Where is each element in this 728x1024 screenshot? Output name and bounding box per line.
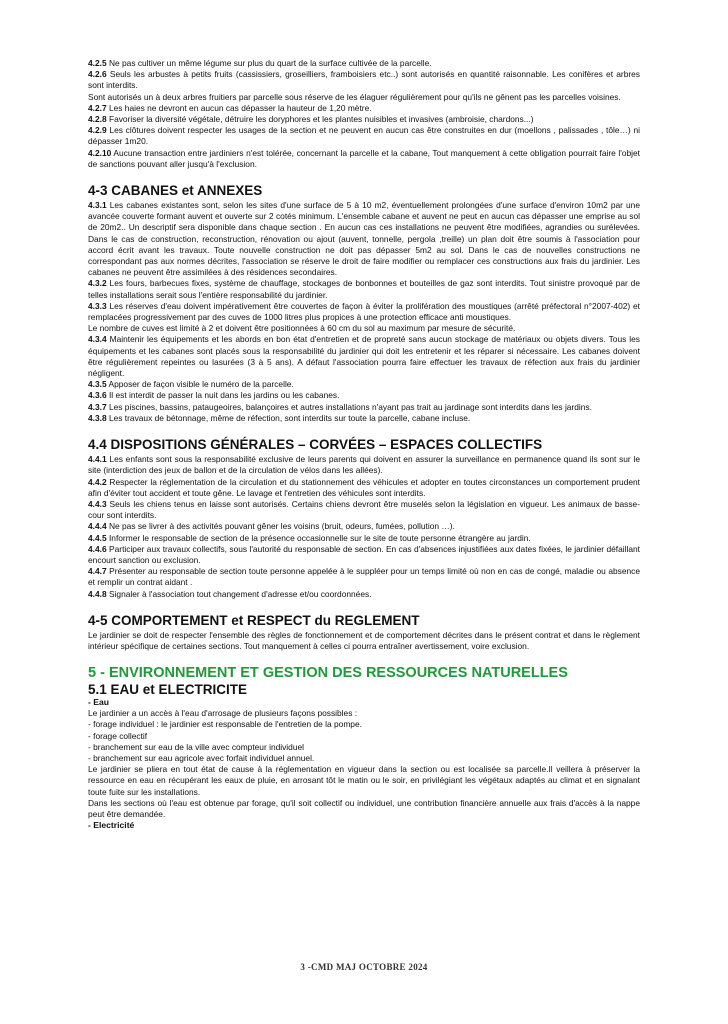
heading-4-3: 4-3 CABANES et ANNEXES: [88, 183, 263, 199]
paragraph: [88, 566, 640, 588]
paragraph: [88, 413, 640, 424]
heading-4-5: 4-5 COMPORTEMENT et RESPECT du REGLEMENT: [88, 612, 420, 628]
article-number: 4.2.5: [88, 58, 107, 68]
paragraph: [88, 731, 640, 742]
section-5-1-eau-text: [88, 708, 640, 820]
paragraph: [88, 521, 640, 532]
paragraph: [88, 125, 640, 147]
paragraph: [88, 753, 640, 764]
paragraph: [88, 379, 640, 390]
article-text: Les réserves d'eau doivent impérativement être couvertes de façon à éviter la prolifération des moustiques (arrêté préfectoral n°2007-402) et remplacées progressivement par des cuves de 1000 litres plus propices à une protection efficace anti moustiques.: [88, 300, 640, 323]
article-text: Seuls les arbustes à petits fruits (cassissiers, groseilliers, framboisiers etc..) sont autorisés en quantité raisonnable. Les conifères et arbres sont interdits.: [88, 69, 640, 91]
article-number: 4.2.7: [88, 102, 107, 113]
article-text: Participer aux travaux collectifs, sous l'autorité du responsable de section. En cas d'absences injustifiées aux dates fixées, le jardinier défaillant encourt sanction ou exclusion.: [88, 543, 640, 565]
article-text: Ne pas cultiver un même légume sur plus du quart de la surface cultivée de la parcelle.: [106, 58, 432, 68]
article-number: 4.4.4: [88, 521, 107, 532]
heading-5-1: 5.1 EAU et ELECTRICITE: [88, 682, 248, 698]
paragraph: [88, 301, 640, 323]
subheading-electricite: - Electricité: [88, 820, 135, 831]
paragraph: [88, 708, 640, 719]
article-text: Maintenir les équipements et les abords en bon état d'entretien et de propreté sans aucun stockage de matériaux ou objets divers. Tous les équipements et les cabanes sont placés sous la responsabilité du jardinier qui doit les entretenir et les réparer si nécessaire. Les cabanes doivent être régulièrement repeintes ou lasurées (3 à 5 ans). A défaut l'association pourra faire effectuer les travaux de réfection aux frais du jardinier négligent.: [88, 334, 640, 379]
article-text: Les travaux de bétonnage, même de réfection, sont interdits sur toute la parcelle, cabane incluse.: [106, 412, 471, 423]
article-number: 4.3.6: [88, 390, 107, 401]
paragraph: [88, 103, 640, 114]
article-number: 4.3.4: [88, 334, 107, 345]
article-text: Aucune transaction entre jardiniers n'est tolérée, concernant la parcelle et la cabane, Tout manquement à cette obligation pourrait faire l'objet de sanctions pouvant aller jusqu'à l'exclusion.: [88, 147, 640, 169]
paragraph: [88, 334, 640, 379]
paragraph: [88, 114, 640, 125]
article-text: Ne pas se livrer à des activités pouvant gêner les voisins (bruit, odeurs, fumées, pollution …).: [106, 521, 455, 532]
paragraph: [88, 148, 640, 170]
article-number: 4.4.1: [88, 454, 107, 465]
subheading-eau: - Eau: [88, 697, 110, 708]
paragraph: [88, 200, 640, 278]
article-number: 4.2.10: [88, 147, 112, 158]
article-text: Le jardinier se pliera en tout état de cause à la réglementation en vigueur dans la section ou est localisée sa parcelle.Il veillera à préserver la ressource en eau en récupérant les eaux de pluie, en arrosant tôt le matin ou le soir, en privilégiant les végétaux adaptés au climat et en signalant toute fuite sur les installations.: [88, 764, 640, 797]
paragraph: [88, 764, 640, 798]
article-text: Les fours, barbecues fixes, système de chauffage, stockages de bonbonnes et bouteilles de gaz sont interdits. Tout sinistre provoqué par de telles installations serait sous l'entière responsabilité du jardinier.: [88, 278, 640, 300]
article-text: Les clôtures doivent respecter les usages de la section et ne peuvent en aucun cas être construites en dur (moellons , palissades , tôle…) ni dépasser 1m20.: [88, 125, 640, 147]
article-text: Apposer de façon visible le numéro de la parcelle.: [106, 379, 294, 390]
section-4-3-rules: [88, 200, 640, 424]
paragraph: [88, 719, 640, 730]
paragraph: [88, 58, 640, 69]
article-number: 4.2.8: [88, 114, 107, 125]
paragraph: [88, 533, 640, 544]
article-number: 4.3.1: [88, 200, 107, 211]
article-number: 4.4.8: [88, 588, 107, 599]
article-text: Sont autorisés un à deux arbres fruitiers par parcelle sous réserve de les élaguer régulièrement pour qu'ils ne gênent pas les parcelles voisines.: [88, 91, 621, 102]
article-number: 4.3.2: [88, 278, 107, 289]
heading-5: 5 - ENVIRONNEMENT ET GESTION DES RESSOURCES NATURELLES: [88, 665, 568, 682]
paragraph: [88, 278, 640, 300]
article-text: Les cabanes existantes sont, selon les sites d'une surface de 5 à 10 m2, éventuellement prolongées d'une surface d'environ 10m2 par une avancée couverte formant auvent et ouverte sur 2 cotés minimum. L'ensemble cabane et auvent ne peut en aucun cas dépasser une emprise au sol de 20m2.. Un descriptif sera disponible dans chaque section . En aucun cas ces installations ne peuvent être modifiées, agrandies ou surélevées. Dans le cas de construction, reconstruction, rénovation ou ajout (auvent, tonnelle, pergola ,treille) un plan doit être soumis à l'association pour accord écrit avant les travaux. Toute nouvelle construction ne doit pas dépasser 5m2 au sol. Dans le cas de nouvelles constructions ne correspondant pas aux normes décrites, l'association se réserve le droit de faire modifier ou remplacer ces constructions aux frais du jardinier. Les cabanes ne peuvent être assimilées à des résidences secondaires.: [88, 200, 640, 278]
section-4-4-rules: [88, 454, 640, 600]
paragraph: [88, 323, 640, 334]
article-text: Seuls les chiens tenus en laisse sont autorisés. Certains chiens devront être muselés selon la législation en vigueur. Les animaux de basse-cour sont interdits.: [88, 498, 640, 521]
article-number: 4.2.6: [88, 69, 107, 80]
article-text: Présenter au responsable de section toute personne appelée à le suppléer pour un temps limité où non en cas de congé, maladie ou absence et remplir un contrat aidant .: [88, 566, 640, 588]
article-text: - branchement sur eau de la ville avec compteur individuel: [88, 741, 305, 752]
article-text: Les enfants sont sous la responsabilité exclusive de leurs parents qui doivent en assurer la surveillance en permanence quand ils sont sur le site (interdiction des jeux de ballon et de la circulation de vélos dans les allées).: [88, 454, 640, 476]
section-4-2-rules: [88, 58, 640, 170]
paragraph: [88, 589, 640, 600]
article-text: Les piscines, bassins, pataugeoires, balançoires et autres installations n'ayant pas trait au jardinage sont interdits dans les jardins.: [106, 401, 592, 412]
paragraph: [88, 798, 640, 820]
article-number: 4.4.7: [88, 566, 107, 577]
article-number: 4.4.5: [88, 532, 107, 543]
article-text: Il est interdit de passer la nuit dans les jardins ou les cabanes.: [106, 390, 340, 401]
article-text: Dans les sections où l'eau est obtenue par forage, qu'il soit collectif ou individuel, une contribution financière annuelle aux frais d'accès à la nappe peut être demandée.: [88, 797, 640, 819]
article-number: 4.3.5: [88, 379, 107, 390]
article-text: - forage individuel : le jardinier est responsable de l'entretien de la pompe.: [88, 719, 362, 730]
article-text: Le jardinier a un accès à l'eau d'arrosage de plusieurs façons possibles :: [88, 708, 358, 719]
article-number: 4.4.2: [88, 476, 107, 487]
paragraph: [88, 92, 640, 103]
paragraph: [88, 69, 640, 91]
article-number: 4.2.9: [88, 125, 107, 136]
page-content: [88, 58, 640, 831]
article-text: Le nombre de cuves est limité à 2 et doivent être positionnées à 60 cm du sol au maximum par mesure de sécurité.: [88, 323, 516, 334]
paragraph: [88, 454, 640, 476]
article-text: Les haies ne devront en aucun cas dépasser la hauteur de 1,20 mètre.: [106, 102, 372, 113]
article-text: Signaler à l'association tout changement d'adresse et/ou coordonnées.: [106, 588, 372, 599]
paragraph: [88, 630, 640, 652]
article-text: Informer le responsable de section de la présence occasionnelle sur le site de toute personne étrangère au jardin.: [106, 532, 531, 543]
article-text: Respecter la réglementation de la circulation et du stationnement des véhicules et adopter en toutes circonstances un comportement prudent afin d'éviter tout accident et toute gêne. Le lavage et l'entretien des véhicules sont interdits.: [88, 476, 640, 498]
paragraph: [88, 390, 640, 401]
article-number: 4.3.3: [88, 300, 107, 311]
heading-4-4: 4.4 DISPOSITIONS GÉNÉRALES – CORVÉES – ESPACES COLLECTIFS: [88, 437, 543, 453]
article-text: - branchement sur eau agricole avec forfait individuel annuel.: [88, 752, 315, 763]
paragraph: [88, 742, 640, 753]
article-text: Favoriser la diversité végétale, détruire les doryphores et les plantes nuisibles et invasives (ambroisie, chardons...): [106, 114, 534, 125]
article-text: - forage collectif: [88, 730, 148, 741]
paragraph: [88, 544, 640, 566]
paragraph: [88, 477, 640, 499]
article-number: 4.4.3: [88, 498, 107, 509]
section-4-5-text: [88, 630, 640, 652]
article-number: 4.3.8: [88, 412, 107, 423]
article-number: 4.3.7: [88, 401, 107, 412]
article-text: Le jardinier se doit de respecter l'ensemble des règles de fonctionnement et de comportement décrites dans le présent contrat et dans le règlement intérieur spécifique de certaines sections. Tout manquement à celles ci pourra entraîner avertissement, voire exclusion.: [88, 629, 640, 651]
article-number: 4.4.6: [88, 543, 107, 554]
paragraph: [88, 499, 640, 521]
paragraph: [88, 402, 640, 413]
page-footer: 3 -CMD MAJ OCTOBRE 2024: [300, 962, 428, 972]
